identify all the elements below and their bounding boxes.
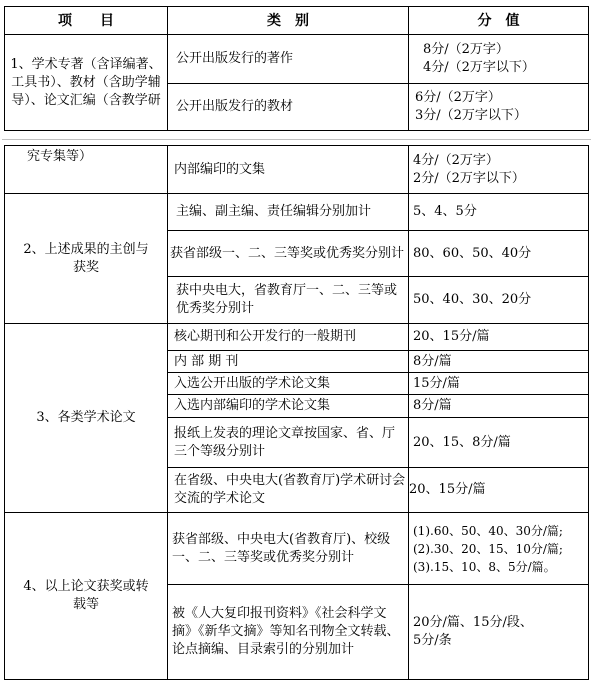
score-cell: 8分/篇 <box>409 395 589 418</box>
project-cell: 3、各类学术论文 <box>5 324 168 513</box>
score-cell: 50、40、30、20分 <box>409 277 589 324</box>
score-cell: 80、60、50、40分 <box>409 231 589 277</box>
table-row <box>5 324 589 351</box>
category-cell: 获省部级、中央电大(省教育厅)、校级一、二、三等奖或优秀奖分别计 <box>168 513 409 585</box>
score-cell: 20、15分/篇 <box>409 468 589 513</box>
table-row <box>5 194 589 231</box>
category-cell: 核心期刊和公开发行的一般期刊 <box>168 324 409 351</box>
category-cell: 获省部级一、二、三等奖或优秀奖分别计 <box>168 231 409 277</box>
score-cell: 20分/篇、15分/段、 5分/条 <box>409 585 589 680</box>
score-cell: 6分/（2万字） 3分/（2万字以下） <box>409 84 589 131</box>
header-project: 项 目 <box>5 7 168 35</box>
category-cell: 内部编印的文集 <box>168 146 409 194</box>
page-break-gap <box>0 131 593 145</box>
score-cell: 8分/（2万字） 4分/（2万字以下） <box>409 35 589 84</box>
score-cell: (1).60、50、40、30分/篇; (2).30、20、15、10分/篇; (3).15、10、8、5分/篇。 <box>409 513 589 585</box>
score-cell: 5、4、5分 <box>409 194 589 231</box>
category-cell: 内 部 期 刊 <box>168 351 409 373</box>
page-break-line <box>2 139 591 140</box>
table-row <box>5 146 589 194</box>
project-cell-continued: 究专集等） <box>5 146 168 194</box>
category-cell: 公开出版发行的著作 <box>168 35 409 84</box>
category-cell: 被《人大复印报刊资料》《社会科学文摘》《新华文摘》等知名刊物全文转载、论点摘编、目录索引的分别加计 <box>168 585 409 680</box>
table-row <box>5 513 589 585</box>
score-cell: 4分/（2万字） 2分/（2万字以下） <box>409 146 589 194</box>
category-cell: 在省级、中央电大(省教育厅)学术研讨会交流的学术论文 <box>168 468 409 513</box>
header-category: 类 别 <box>168 7 409 35</box>
score-table-top <box>4 6 589 131</box>
table-header-row <box>5 7 589 35</box>
category-cell: 报纸上发表的理论文章按国家、省、厅三个等级分别计 <box>168 418 409 468</box>
category-cell: 入选内部编印的学术论文集 <box>168 395 409 418</box>
category-cell: 公开出版发行的教材 <box>168 84 409 131</box>
project-cell: 2、上述成果的主创与获奖 <box>5 194 168 324</box>
category-cell: 获中央电大，省教育厅一、二、三等或优秀奖分别计 <box>168 277 409 324</box>
project-cell: 1、学术专著（含译编著、工具书）、教材（含助学辅导）、论文汇编（含教学研 <box>5 35 168 131</box>
category-cell: 主编、副主编、责任编辑分别加计 <box>168 194 409 231</box>
score-cell: 8分/篇 <box>409 351 589 373</box>
category-cell: 入选公开出版的学术论文集 <box>168 373 409 395</box>
score-table-bottom <box>4 145 589 680</box>
score-cell: 20、15、8分/篇 <box>409 418 589 468</box>
header-score: 分 值 <box>409 7 589 35</box>
score-cell: 20、15分/篇 <box>409 324 589 351</box>
score-cell: 15分/篇 <box>409 373 589 395</box>
table-row <box>5 35 589 84</box>
project-cell: 4、以上论文获奖或转载等 <box>5 513 168 680</box>
